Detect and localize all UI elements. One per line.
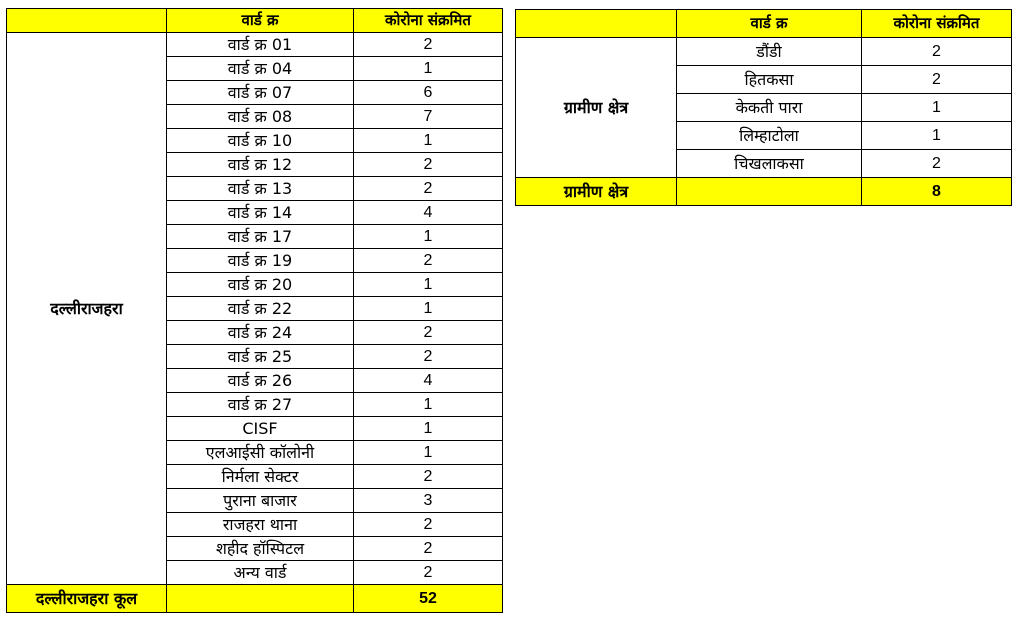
- ward-cell: वार्ड क्र 10: [167, 129, 354, 153]
- cases-cell: 2: [354, 153, 503, 177]
- ward-cell: राजहरा थाना: [167, 513, 354, 537]
- total-label: ग्रामीण क्षेत्र: [516, 178, 677, 206]
- rural-area-table: [515, 9, 1012, 206]
- header-cases: कोरोना संक्रमित: [354, 9, 503, 33]
- cases-cell: 1: [862, 122, 1012, 150]
- header-cases: कोरोना संक्रमित: [862, 10, 1012, 38]
- cases-cell: 2: [862, 38, 1012, 66]
- cases-cell: 2: [354, 345, 503, 369]
- table-body: [516, 38, 1012, 178]
- cases-cell: 2: [862, 150, 1012, 178]
- ward-cell: हितकसा: [677, 66, 862, 94]
- cases-cell: 1: [354, 57, 503, 81]
- ward-cell: शहीद हॉस्पिटल: [167, 537, 354, 561]
- cases-cell: 1: [354, 393, 503, 417]
- ward-cell: वार्ड क्र 12: [167, 153, 354, 177]
- table-header-row: [516, 10, 1012, 38]
- ward-cell: केकती पारा: [677, 94, 862, 122]
- total-row: [516, 178, 1012, 206]
- ward-cell: वार्ड क्र 13: [167, 177, 354, 201]
- cases-cell: 1: [354, 225, 503, 249]
- ward-cell: वार्ड क्र 25: [167, 345, 354, 369]
- cases-cell: 3: [354, 489, 503, 513]
- cases-cell: 1: [862, 94, 1012, 122]
- cases-cell: 2: [354, 561, 503, 585]
- cases-cell: 2: [354, 513, 503, 537]
- cases-cell: 1: [354, 417, 503, 441]
- table-row: [7, 33, 503, 57]
- ward-cell: अन्य वार्ड: [167, 561, 354, 585]
- total-value: 52: [354, 585, 503, 613]
- ward-cell: वार्ड क्र 08: [167, 105, 354, 129]
- header-ward: वार्ड क्र: [167, 9, 354, 33]
- table-header-row: [7, 9, 503, 33]
- ward-cell: वार्ड क्र 24: [167, 321, 354, 345]
- cases-cell: 2: [354, 465, 503, 489]
- total-row: [7, 585, 503, 613]
- ward-cell: वार्ड क्र 20: [167, 273, 354, 297]
- cases-cell: 1: [354, 441, 503, 465]
- ward-cell: वार्ड क्र 22: [167, 297, 354, 321]
- cases-cell: 2: [354, 177, 503, 201]
- ward-cell: वार्ड क्र 01: [167, 33, 354, 57]
- cases-cell: 6: [354, 81, 503, 105]
- ward-cell: एलआईसी कॉलोनी: [167, 441, 354, 465]
- ward-cell: निर्मला सेक्टर: [167, 465, 354, 489]
- cases-cell: 1: [354, 273, 503, 297]
- ward-cell: वार्ड क्र 26: [167, 369, 354, 393]
- ward-cell: वार्ड क्र 17: [167, 225, 354, 249]
- ward-cell: वार्ड क्र 07: [167, 81, 354, 105]
- cases-cell: 1: [354, 129, 503, 153]
- ward-cell: वार्ड क्र 27: [167, 393, 354, 417]
- total-value: 8: [862, 178, 1012, 206]
- region-label: ग्रामीण क्षेत्र: [516, 38, 677, 178]
- table-body: [7, 33, 503, 585]
- ward-cell: वार्ड क्र 19: [167, 249, 354, 273]
- cases-cell: 2: [862, 66, 1012, 94]
- cases-cell: 2: [354, 249, 503, 273]
- header-ward: वार्ड क्र: [677, 10, 862, 38]
- cases-cell: 1: [354, 297, 503, 321]
- cases-cell: 7: [354, 105, 503, 129]
- cases-cell: 2: [354, 33, 503, 57]
- header-blank-cell: [516, 10, 677, 38]
- ward-cell: चिखलाकसा: [677, 150, 862, 178]
- total-blank-cell: [677, 178, 862, 206]
- ward-cell: CISF: [167, 417, 354, 441]
- ward-cell: पुराना बाजार: [167, 489, 354, 513]
- cases-cell: 4: [354, 201, 503, 225]
- table-row: [516, 38, 1012, 66]
- cases-cell: 2: [354, 321, 503, 345]
- dallirajhara-table: [6, 8, 503, 613]
- header-blank-cell: [7, 9, 167, 33]
- ward-cell: वार्ड क्र 14: [167, 201, 354, 225]
- total-label: दल्लीराजहरा कूल: [7, 585, 167, 613]
- ward-cell: वार्ड क्र 04: [167, 57, 354, 81]
- ward-cell: डौंडी: [677, 38, 862, 66]
- cases-cell: 2: [354, 537, 503, 561]
- ward-cell: लिम्हाटोला: [677, 122, 862, 150]
- total-blank-cell: [167, 585, 354, 613]
- region-label: दल्लीराजहरा: [7, 33, 167, 585]
- cases-cell: 4: [354, 369, 503, 393]
